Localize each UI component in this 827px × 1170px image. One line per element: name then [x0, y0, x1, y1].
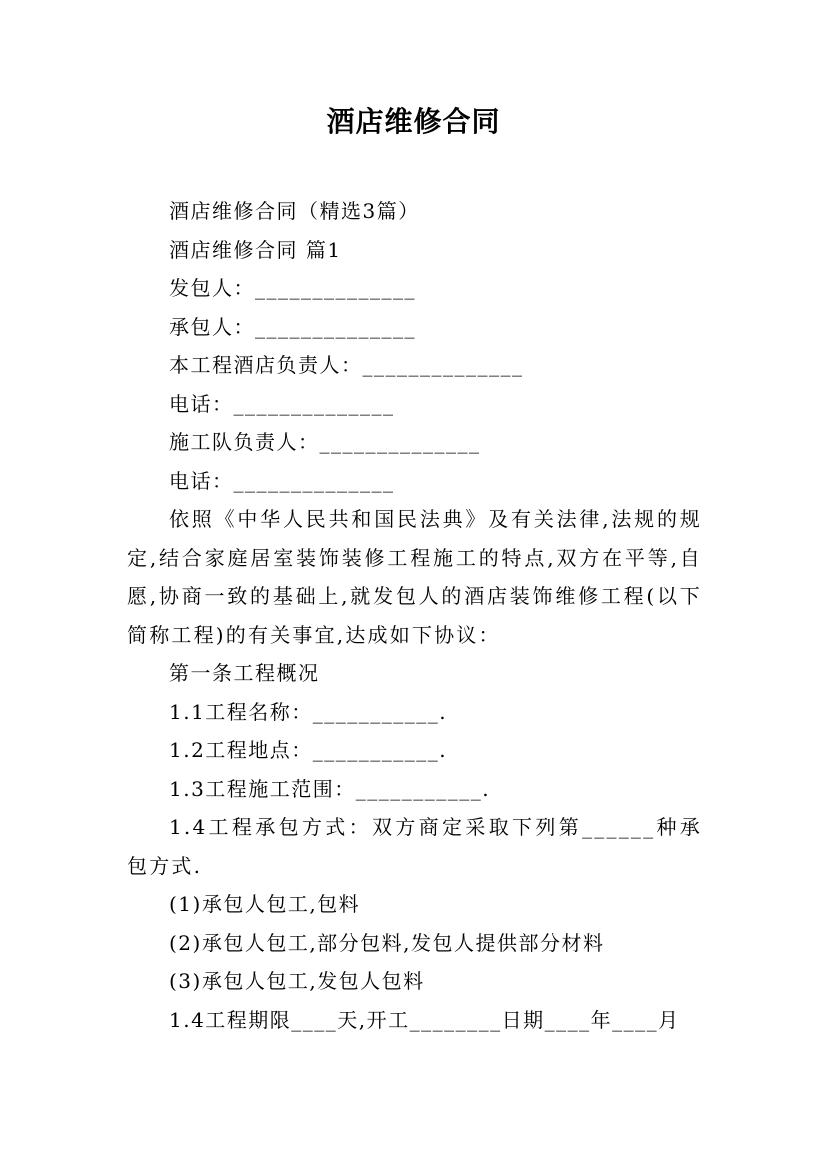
document-title: 酒店维修合同 — [326, 105, 501, 138]
document-body — [127, 192, 702, 1039]
paragraph-team-leader: 施工队负责人：______________ — [169, 430, 481, 454]
paragraph-contract-method: 1.4工程承包方式：双方商定采取下列第______种承包方式. — [127, 815, 702, 878]
paragraph-employer: 发包人：______________ — [169, 276, 416, 300]
paragraph-project-name: 1.1工程名称：___________. — [169, 699, 448, 724]
paragraph-article-1: 第一条工程概况 — [169, 661, 320, 685]
paragraph-option-1: (1)承包人包工,包料 — [169, 892, 361, 916]
paragraph-section-heading: 酒店维修合同 篇1 — [169, 237, 342, 262]
paragraph-option-2: (2)承包人包工,部分包料,发包人提供部分材料 — [169, 930, 605, 955]
paragraph-phone-2: 电话：______________ — [169, 468, 395, 493]
paragraph-project-scope: 1.3工程施工范围：___________. — [169, 776, 491, 801]
paragraph-preamble: 依照《中华人民共和国民法典》及有关法律,法规的规定,结合家庭居室装饰装修工程施工的特点,双方在平等,自愿,协商一致的基础上,就发包人的酒店装饰维修工程(以下简称工程)的有关事宜,达成如下协议： — [127, 507, 702, 647]
paragraph-project-period: 1.4工程期限____天,开工________日期____年____月 — [169, 1007, 680, 1032]
paragraph-subtitle: 酒店维修合同（精选3篇） — [169, 199, 420, 223]
paragraph-contractor: 承包人：______________ — [169, 314, 416, 339]
paragraph-project-location: 1.2工程地点：___________. — [169, 738, 448, 762]
paragraph-option-3: (3)承包人包工,发包人包料 — [169, 969, 425, 993]
paragraph-phone-1: 电话：______________ — [169, 391, 395, 416]
paragraph-hotel-manager: 本工程酒店负责人：______________ — [169, 353, 524, 377]
